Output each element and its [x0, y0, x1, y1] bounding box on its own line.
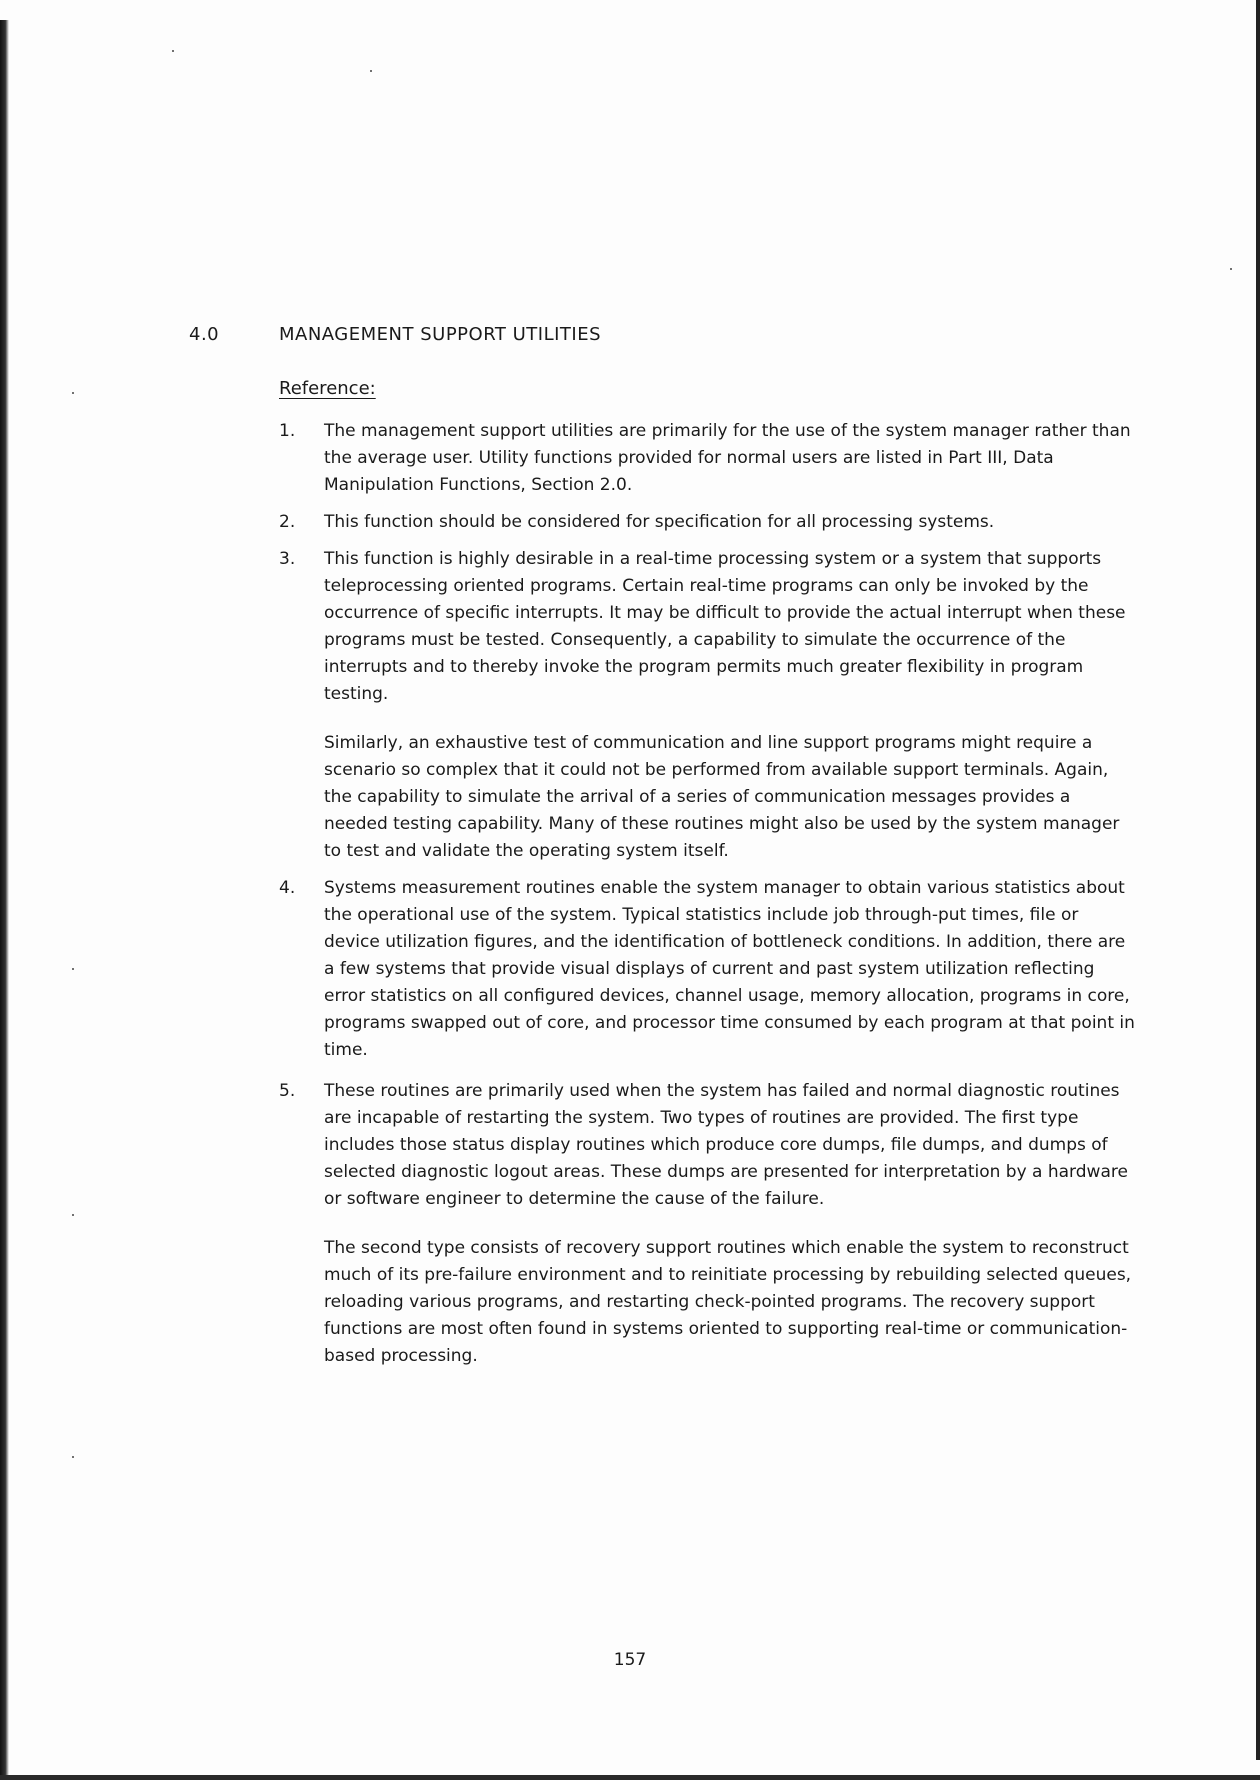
scan-speck — [72, 968, 74, 970]
page-number: 157 — [613, 1650, 647, 1670]
item-number: 2. — [279, 512, 296, 532]
item-paragraph: These routines are primarily used when the system has failed and normal diagnostic routines are incapable of restarting the system. Two types of routines are provided. The first type includes those status display routines which produce core dumps, file dumps, and dumps of selected diagnostic logout areas. These dumps are presented for interpretation by a hardware or software engineer to determine the cause of the failure. — [324, 1081, 1128, 1209]
reference-label: Reference: — [279, 378, 376, 399]
item-body — [324, 1078, 1139, 1370]
item-body — [324, 509, 1139, 536]
scan-speck — [172, 50, 174, 52]
scan-left-edge — [0, 20, 9, 1775]
scan-speck — [72, 392, 74, 394]
item-number: 3. — [279, 549, 296, 569]
item-number: 5. — [279, 1081, 296, 1101]
scan-speck — [1230, 268, 1232, 270]
scan-speck — [72, 1456, 74, 1458]
scan-right-edge — [1256, 0, 1260, 1760]
reference-list — [279, 418, 1139, 1380]
list-item — [279, 509, 1139, 536]
item-body — [324, 418, 1139, 499]
item-paragraph: This function should be considered for specification for all processing systems. — [324, 512, 995, 532]
item-paragraph: This function is highly desirable in a real-time processing system or a system that supports teleprocessing oriented programs. Certain real-time programs can only be invoked by the occurrence of specific interrupts. It may be difficult to provide the actual interrupt when these programs must be tested. Consequently, a capability to simulate the occurrence of the interrupts and to thereby invoke the program permits much greater flexibility in program testing. — [324, 549, 1126, 704]
section-heading — [189, 324, 601, 345]
item-body — [324, 875, 1139, 1064]
list-item — [279, 875, 1139, 1064]
item-paragraph: Similarly, an exhaustive test of communication and line support programs might require a scenario so complex that it could not be performed from available support terminals. Again, the capability to simulate the arrival of a series of communication messages provides a needed testing capability. Many of these routines might also be used by the system manager to test and validate the operating system itself. — [324, 733, 1120, 861]
item-paragraph: The management support utilities are primarily for the use of the system manager rather than the average user. Utility functions provided for normal users are listed in Part III, Data Manipulation Functions, Section 2.0. — [324, 421, 1131, 495]
item-paragraph: Systems measurement routines enable the system manager to obtain various statistics about the operational use of the system. Typical statistics include job through-put times, file or device utilization figures, and the identification of bottleneck conditions. In addition, there are a few systems that provide visual displays of current and past system utilization reflecting error statistics on all configured devices, channel usage, memory allocation, programs in core, programs swapped out of core, and processor time consumed by each program at that point in time. — [324, 878, 1135, 1060]
list-item — [279, 546, 1139, 865]
scan-speck — [370, 70, 372, 72]
scan-speck — [72, 1214, 74, 1216]
item-number: 1. — [279, 421, 296, 441]
item-number: 4. — [279, 878, 296, 898]
list-item — [279, 1078, 1139, 1370]
scan-bottom-edge — [0, 1775, 1260, 1780]
section-title: MANAGEMENT SUPPORT UTILITIES — [279, 324, 602, 345]
list-item — [279, 418, 1139, 499]
item-body — [324, 546, 1139, 865]
item-paragraph: The second type consists of recovery support routines which enable the system to reconstruct much of its pre-failure environment and to reinitiate processing by rebuilding selected queues, reloading various programs, and restarting check-pointed programs. The recovery support functions are most often found in systems oriented to supporting real-time or communication-based processing. — [324, 1238, 1132, 1366]
section-number: 4.0 — [189, 324, 220, 345]
